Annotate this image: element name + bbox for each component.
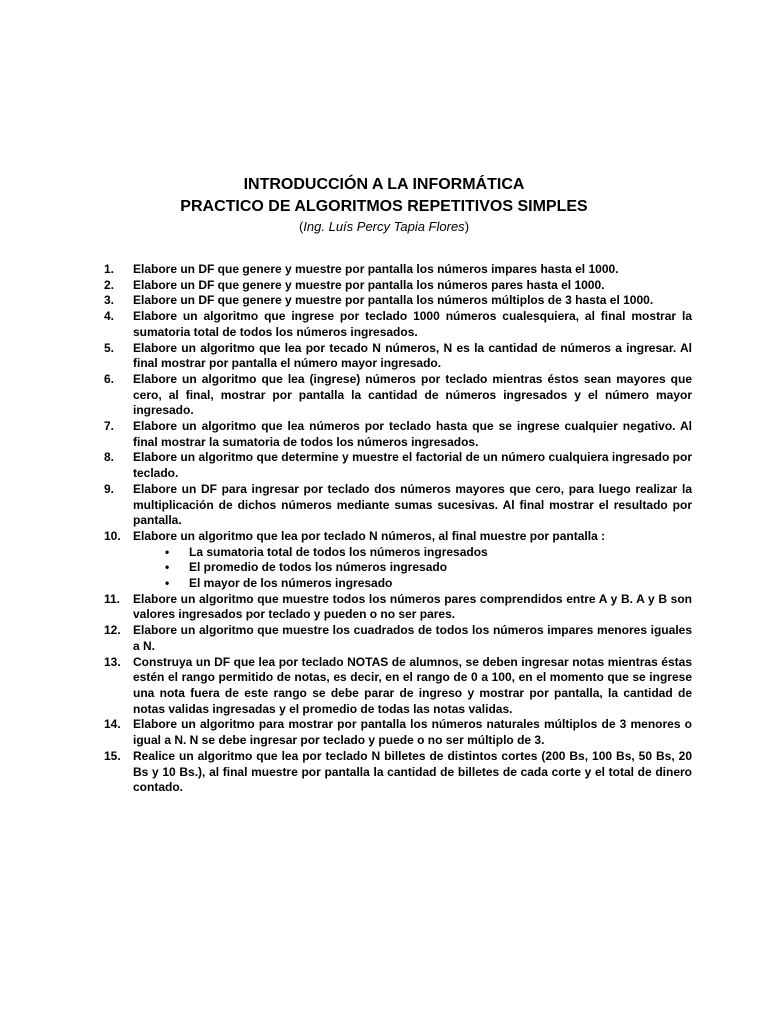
exercise-number: 4.: [104, 309, 115, 324]
exercise-10-subitems: [133, 545, 692, 592]
exercise-item-1: [104, 262, 692, 278]
exercise-item-10: [104, 529, 692, 592]
author-open-paren: (: [298, 219, 304, 234]
exercise-number: 13.: [104, 654, 121, 669]
exercise-number: 10.: [104, 528, 121, 543]
exercise-list: [104, 262, 692, 796]
exercise-item-14: [104, 717, 692, 748]
exercise-text: Elabore un DF para ingresar por teclado dos números mayores que cero, para luego realizar la multiplicación de dichos números mediante sumas sucesivas. Al final mostrar el resultado por pantalla.: [133, 481, 692, 528]
course-title: INTRODUCCIÓN A LA INFORMÁTICA: [243, 176, 525, 193]
exercise-number: 3.: [104, 293, 115, 308]
document-header: [0, 174, 768, 236]
exercise-text: Elabore un DF que genere y muestre por pantalla los números múltiplos de 3 hasta el 1000.: [133, 293, 654, 308]
exercise-item-3: [104, 293, 692, 309]
exercise-item-13: [104, 655, 692, 718]
exercise-text: Elabore un algoritmo que muestre todos los números pares comprendidos entre A y B. A y B son valores ingresados por teclado y pueden o no ser pares.: [133, 591, 692, 622]
exercise-item-8: [104, 450, 692, 481]
author-name: Ing. Luís Percy Tapia Flores: [303, 219, 465, 234]
exercise-item-15: [104, 749, 692, 796]
exercise-item-4: [104, 309, 692, 340]
exercise-text: Elabore un algoritmo que ingrese por teclado 1000 números cualesquiera, al final mostrar la sumatoria total de todos los números ingresados.: [133, 309, 692, 339]
exercise-number: 7.: [104, 419, 115, 434]
exercise-item-7: [104, 419, 692, 450]
exercise-number: 9.: [104, 481, 115, 496]
practice-title: PRACTICO DE ALGORITMOS REPETITIVOS SIMPLES: [180, 198, 588, 215]
exercise-item-5: [104, 341, 692, 372]
exercise-text: Construya un DF que lea por teclado NOTAS de alumnos, se deben ingresar notas mientras éstas estén el rango permitido de notas, es decir, en el rango de 0 a 100, en el momento que se ingrese una nota fuera de este rango se debe parar de ingreso y mostrar por pantalla, la cantidad de notas validas ingresadas y el promedio de todas las notas validas.: [133, 654, 692, 716]
exercise-text: Elabore un algoritmo que lea (ingrese) números por teclado mientras éstos sean mayores que cero, al final, mostrar por pantalla la cantidad de números ingresados y el número mayor ingresado.: [133, 371, 692, 418]
exercise-item-12: [104, 623, 692, 654]
exercise-text: Elabore un algoritmo que lea números por teclado hasta que se ingrese cualquier negativo. Al final mostrar la sumatoria de todos los números ingresados.: [133, 419, 692, 449]
exercise-text: Elabore un algoritmo que lea por teclado N números, al final muestre por pantalla :: [133, 528, 606, 543]
exercise-text: Elabore un DF que genere y muestre por pantalla los números pares hasta el 1000.: [133, 277, 605, 292]
exercise-number: 6.: [104, 371, 115, 386]
author-line: [0, 218, 768, 236]
exercise-text: Elabore un algoritmo que determine y muestre el factorial de un número cualquiera ingresado por teclado.: [133, 450, 692, 481]
exercise-number: 1.: [104, 262, 115, 276]
exercise-number: 12.: [104, 623, 121, 638]
subitem-sum: • La sumatoria total de todos los números ingresados: [163, 545, 692, 561]
exercise-number: 2.: [104, 277, 115, 292]
exercise-item-6: [104, 372, 692, 419]
author-close-paren: ): [464, 219, 470, 234]
exercise-item-2: [104, 278, 692, 294]
exercise-number: 5.: [104, 340, 115, 355]
exercise-number: 8.: [104, 450, 115, 465]
exercise-text: Elabore un algoritmo que muestre los cuadrados de todos los números impares menores iguales a N.: [133, 623, 692, 653]
subitem-average: • El promedio de todos los números ingresado: [163, 560, 692, 576]
exercise-item-9: [104, 482, 692, 529]
exercise-number: 15.: [104, 748, 121, 763]
exercise-text: Elabore un algoritmo que lea por tecado N números, N es la cantidad de números a ingresar. Al final mostrar por pantalla el número mayor ingresado.: [133, 340, 692, 371]
exercise-text: Elabore un algoritmo para mostrar por pantalla los números naturales múltiplos de 3 menores o igual a N. N se debe ingresar por teclado y puede o no ser múltiplo de 3.: [133, 717, 692, 748]
exercise-text: Realice un algoritmo que lea por teclado N billetes de distintos cortes (200 Bs, 100 Bs, 50 Bs, 20 Bs y 10 Bs.), al final muestre por pantalla la cantidad de billetes de cada corte y el total de dinero contado.: [133, 748, 692, 795]
exercise-number: 14.: [104, 717, 121, 732]
exercise-text: Elabore un DF que genere y muestre por pantalla los números impares hasta el 1000.: [133, 262, 619, 276]
subitem-max: • El mayor de los números ingresado: [163, 576, 692, 592]
exercise-number: 11.: [104, 591, 121, 606]
exercise-item-11: [104, 592, 692, 623]
